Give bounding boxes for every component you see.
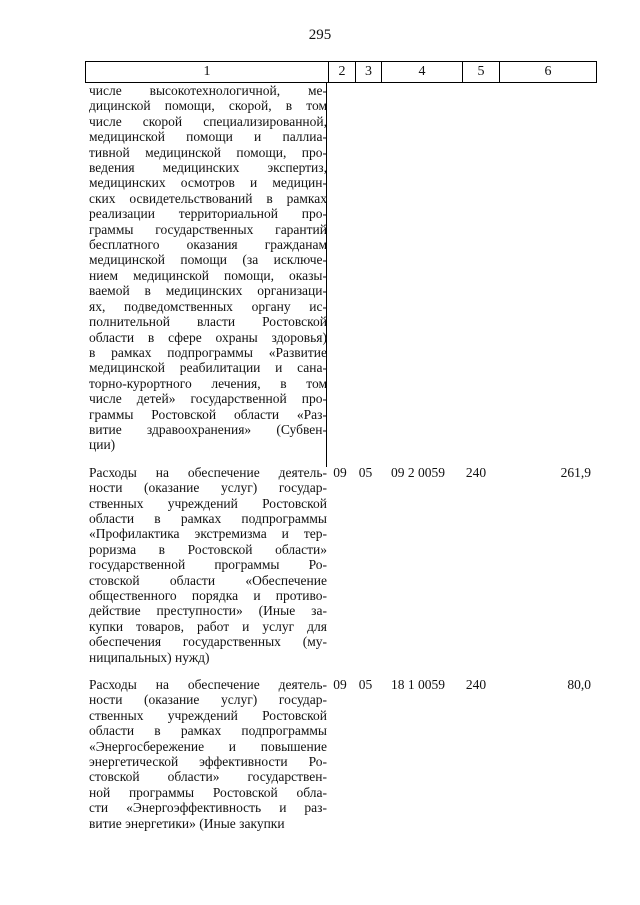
table-body	[85, 83, 597, 831]
description-line: ственных учреждений Ростовской	[89, 495, 327, 511]
header-col-2: 2	[328, 62, 355, 82]
description-line: тивной медицинской помощи, про-	[89, 144, 327, 160]
target-article-code: 09 2 0059	[391, 464, 445, 480]
description-line: ваемой в медицинских организаци-	[89, 283, 327, 299]
section-code: 09	[333, 464, 347, 480]
target-article-code	[378, 83, 458, 453]
description-line: «Профилактика экстремизма и тер-	[89, 526, 327, 542]
page-number: 295	[308, 27, 332, 43]
description-line: роризма в Ростовской области»	[89, 541, 327, 557]
description-line: стовской области «Обеспечение	[89, 572, 327, 588]
description-line: ях, подведомственных органу ис-	[89, 298, 327, 314]
description-line: медицинской помощи и паллиа-	[89, 129, 327, 145]
header-col-1: 1	[203, 64, 211, 79]
description-line: ственных учреждений Ростовской	[89, 707, 327, 723]
amount-value: 261,9	[560, 464, 591, 480]
description-line: реализации территориальной про-	[89, 206, 327, 222]
expense-type-code: 240	[465, 464, 487, 480]
description-line: ции)	[89, 437, 116, 453]
description-line: бесплатного оказания гражданам	[89, 237, 327, 253]
column-divider-line	[326, 82, 327, 467]
description-line: Расходы на обеспечение деятель-	[89, 464, 327, 480]
description-line: медицинской реабилитации и сана-	[89, 360, 327, 376]
description-line: сти «Энергоэффективность и раз-	[89, 800, 327, 816]
expense-type-code	[458, 83, 494, 453]
row-description	[85, 465, 327, 665]
description-line: области в сфере охраны здоровья)	[89, 329, 327, 345]
table-header-row	[85, 61, 597, 83]
description-line: ских освидетельствований в рамках	[89, 190, 327, 206]
header-col-5: 5	[462, 62, 499, 82]
description-line: числе высокотехнологичной, ме-	[89, 83, 327, 98]
table-row	[85, 83, 597, 453]
expense-type-code: 240	[465, 677, 487, 693]
description-line: ной программы Ростовской обла-	[89, 784, 327, 800]
description-line: числе детей» государственной про-	[89, 391, 327, 407]
description-line: купки товаров, работ и услуг для	[89, 618, 327, 634]
description-line: Расходы на обеспечение деятель-	[89, 677, 327, 693]
description-line: общественного порядка и противо-	[89, 588, 327, 603]
description-line: области в рамках подпрограммы	[89, 723, 327, 739]
subsection-code: 05	[358, 464, 373, 480]
amount-value: 80,0	[567, 677, 591, 693]
section-code: 09	[333, 677, 347, 693]
description-line: государственной программы Ро-	[89, 557, 327, 573]
amount-value	[494, 83, 597, 453]
description-line: дицинской помощи, скорой, в том	[89, 98, 327, 114]
description-line: ности (оказание услуг) государ-	[89, 480, 327, 496]
target-article-code: 18 1 0059	[391, 677, 445, 693]
header-col-4: 4	[381, 62, 462, 82]
description-line: медицинской помощи (за исключе-	[89, 252, 327, 268]
description-line: числе скорой специализированной,	[89, 113, 327, 129]
table-row	[85, 677, 597, 831]
row-description	[85, 677, 327, 831]
description-line: ниципальных) нужд)	[89, 649, 210, 665]
description-line: стовской области» государствен-	[89, 769, 327, 785]
description-line: ведения медицинских экспертиз,	[89, 160, 327, 176]
description-line: нием медицинской помощи, оказы-	[89, 267, 327, 283]
description-line: витие здравоохранения» (Субвен-	[89, 421, 327, 437]
description-line: обеспечения государственных (му-	[89, 634, 327, 650]
description-line: торно-курортного лечения, в том	[89, 375, 327, 391]
header-col-3: 3	[355, 62, 381, 82]
budget-table	[85, 61, 597, 831]
description-line: действие преступности» (Иные за-	[89, 603, 327, 619]
description-line: витие энергетики» (Иные закупки	[89, 815, 285, 831]
description-line: «Энергосбережение и повышение	[89, 738, 327, 754]
header-col-6: 6	[499, 62, 596, 82]
subsection-code	[353, 83, 378, 453]
description-line: ности (оказание услуг) государ-	[89, 692, 327, 708]
section-code	[327, 83, 353, 453]
description-line: области в рамках подпрограммы	[89, 510, 327, 526]
description-line: медицинских осмотров и медицин-	[89, 175, 327, 191]
description-line: в рамках подпрограммы «Развитие	[89, 344, 327, 360]
table-row	[85, 465, 597, 665]
description-line: граммы Ростовской области «Раз-	[89, 406, 327, 422]
description-line: полнительной власти Ростовской	[89, 314, 327, 330]
description-line: энергетической эффективности Ро-	[89, 754, 327, 770]
subsection-code: 05	[358, 677, 373, 693]
description-line: граммы государственных гарантий	[89, 221, 327, 237]
row-description	[85, 83, 327, 453]
